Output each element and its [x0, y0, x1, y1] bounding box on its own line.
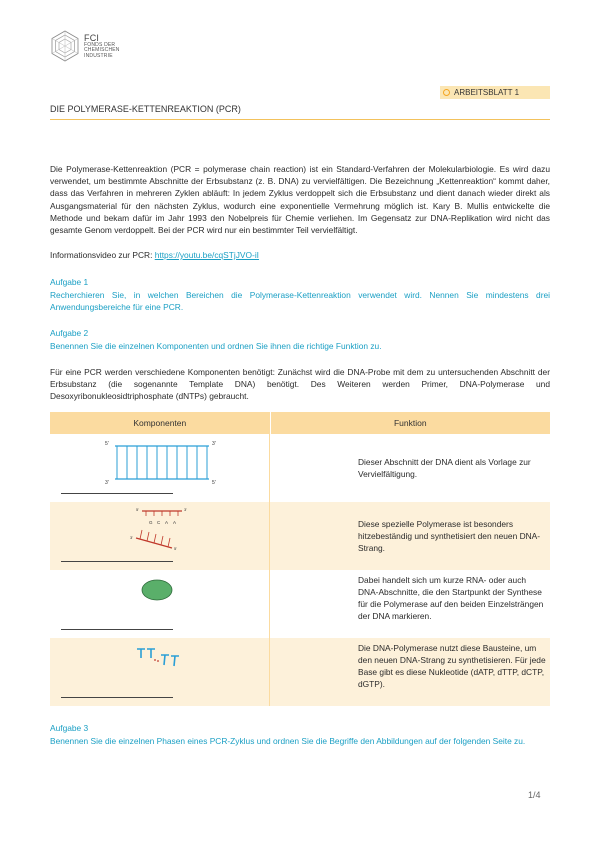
logo-line-3: INDUSTRIE: [84, 52, 113, 59]
polymerase-icon: [128, 505, 194, 555]
video-line: [50, 249, 550, 261]
table-row: [50, 502, 550, 570]
page-number: 1/4: [528, 790, 541, 800]
label-5-prime-bottom: 5': [212, 480, 216, 486]
worksheet-label: ARBEITSBLATT 1: [454, 88, 520, 97]
label-3-prime-bottom: 3': [105, 480, 109, 486]
table-row: [50, 638, 550, 706]
header-components: Komponenten: [50, 412, 271, 434]
fci-logo: [50, 30, 120, 62]
task-3-text: Benennen Sie die einzelnen Phasen eines PCR-Zyklus und ordnen Sie die Begriffe den Abbildungen auf der folgenden Seite zu.: [50, 736, 526, 746]
label-3-prime: 3': [184, 507, 187, 512]
base-a-2: A: [173, 520, 177, 525]
table-header: [50, 412, 550, 434]
label-5-prime-lower: 5': [174, 546, 177, 551]
answer-line[interactable]: [61, 697, 173, 698]
template-dna-icon: [102, 439, 222, 491]
dntp-icon: [134, 644, 184, 674]
base-g: G: [149, 520, 153, 525]
task-2-text: Benennen Sie die einzelnen Komponenten und ordnen Sie ihnen die richtige Funktion zu.: [50, 341, 382, 351]
title-divider: [50, 119, 550, 120]
function-text: Dieser Abschnitt der DNA dient als Vorlage zur Vervielfältigung.: [358, 457, 531, 479]
intro-paragraph: Die Polymerase-Kettenreaktion (PCR = polymerase chain reaction) ist ein Standard-Verfahren der Molekularbiologie. Es wird dazu verwendet, um bestimmte Abschnitte der Erbsubstanz (z. B. DNA) zu vervielfältigen. Die Bezeichnung „Kettenreaktion“ kommt daher, dass das Verfahren in mehreren Zyklen abläuft: In jedem Zyklus verdoppelt sich die Erbsubstanz und dient danach wieder direkt als Ausgangsmaterial für den nächsten Zyklus, wodurch eine exponentielle Vermehrung möglich ist. Kary B. Mullis entwickelte die Methode und bekam dafür im Jahr 1993 den Nobelpreis für Chemie verliehen. Im Gegensatz zur DNA-Replikation wird nicht das gesamte Genom verdoppelt. Bei der PCR wird nur ein bestimmter Teil vervielfältigt.: [50, 164, 550, 236]
video-link[interactable]: https://youtu.be/cqSTjJVO-iI: [154, 250, 260, 260]
table-row: [50, 434, 550, 502]
label-3-prime-top: 3': [212, 441, 216, 447]
label-5-prime-top: 5': [105, 441, 109, 447]
components-paragraph: Für eine PCR werden verschiedene Komponenten benötigt: Zunächst wird die DNA-Probe mit dem zu untersuchenden Abschnitt der Erbsubstanz (die sogenannte Template DNA) benötigt. Des Weiteren werden Primer, DNA-Polymerase und Desoxyribonukleosidtriphosphate (dNTPs) gebraucht.: [50, 367, 550, 402]
ring-icon: [443, 89, 450, 96]
base-c: C: [157, 520, 161, 525]
logo-line-2: CHEMISCHEN: [84, 47, 120, 54]
base-a: A: [165, 520, 169, 525]
video-label: Informationsvideo zur PCR:: [50, 250, 153, 260]
fci-hexagon-logo-icon: [50, 30, 80, 62]
function-text: Die DNA-Polymerase nutzt diese Bausteine, um den neuen DNA-Strang zu synthetisieren. Für jede Base gibt es diese Nukleotide (dATP, dTTP, dCTP, dGTP).: [358, 643, 546, 689]
label-3-prime-lower: 3': [130, 535, 133, 540]
worksheet-badge: [440, 86, 550, 99]
header-function: Funktion: [393, 418, 427, 428]
answer-line[interactable]: [61, 493, 173, 494]
task-1-title: Aufgabe 1: [50, 277, 89, 287]
task-2-title: Aufgabe 2: [50, 328, 89, 338]
page-title: DIE POLYMERASE-KETTENREAKTION (PCR): [50, 104, 241, 114]
primer-ellipse-icon: [140, 578, 174, 602]
label-5-prime: 5': [136, 507, 139, 512]
components-table: [50, 412, 550, 706]
answer-line[interactable]: [61, 561, 173, 562]
task-3-title: Aufgabe 3: [50, 723, 89, 733]
logo-line-1: FONDS DER: [84, 41, 116, 48]
function-text: Diese spezielle Polymerase ist besonders hitzebeständig und synthetisiert den neuen DNA-Strang.: [358, 519, 541, 553]
logo-short: FCI: [84, 32, 100, 43]
answer-line[interactable]: [61, 629, 173, 630]
function-text: Dabei handelt sich um kurze RNA- oder auch DNA-Abschnitte, die den Startpunkt der Synthese für die Polymerase auf den beiden Einzelsträngen der DNA markieren.: [358, 575, 544, 621]
task-1-text: Recherchieren Sie, in welchen Bereichen die Polymerase-Kettenreaktion verwendet wird. Nennen Sie mindestens drei Anwendungsbereiche für eine PCR.: [50, 290, 550, 313]
table-row: [50, 570, 550, 638]
